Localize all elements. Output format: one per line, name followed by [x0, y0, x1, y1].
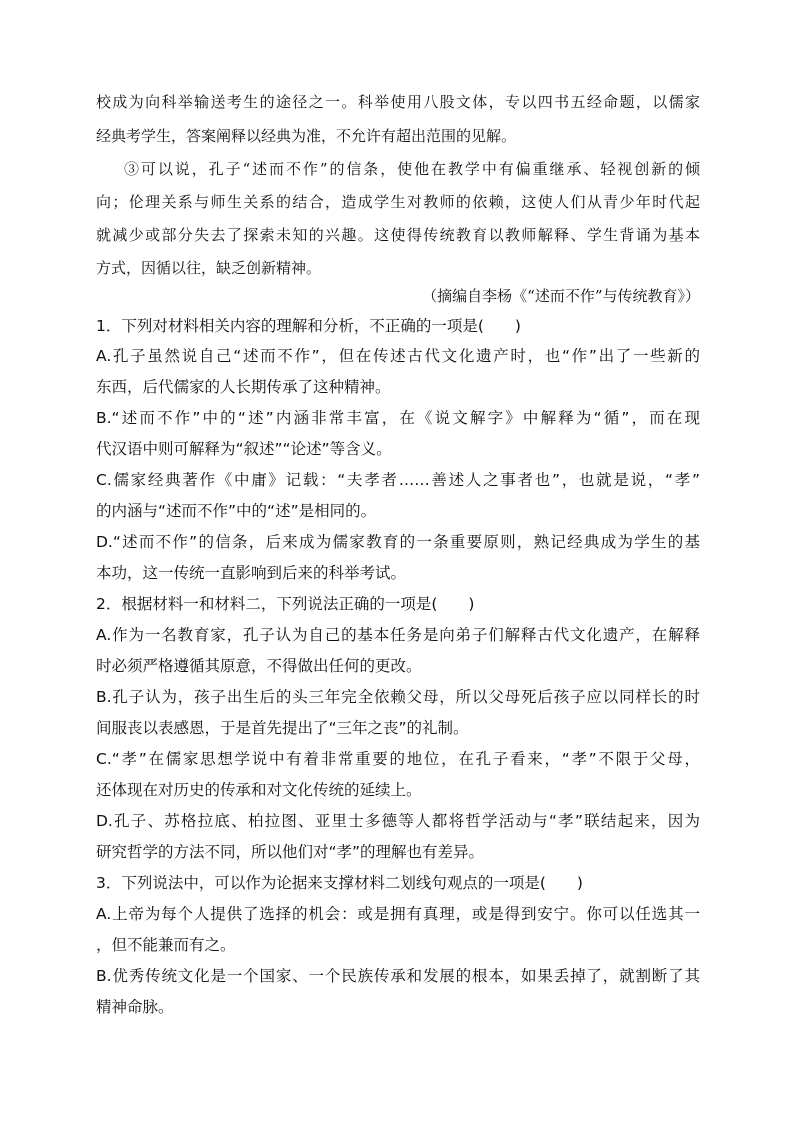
option-line: B.“述而不作”中的“述”内涵非常丰富，在《说文解字》中解释为“循”，而在现 [96, 409, 700, 427]
option-line: 间服丧以表感恩，于是首先提出了“三年之丧”的礼制。 [96, 719, 469, 737]
option-line: 代汉语中则可解释为“叙述”“论述”等含义。 [96, 440, 392, 458]
option-line: C.儒家经典著作《中庸》记载：“夫孝者……善述人之事者也”，也就是说，“孝” [96, 471, 700, 489]
passage-source: （摘编自李杨《“述而不作”与传统教育》） [422, 287, 700, 305]
option-line: D.孔子、苏格拉底、柏拉图、亚里士多德等人都将哲学活动与“孝”联结起来，因为 [96, 812, 700, 830]
option-line: ，但不能兼而有之。 [96, 936, 236, 954]
passage-line: 向；伦理关系与师生关系的结合，造成学生对教师的依赖，这使人们从青少年时代起 [96, 193, 700, 211]
passage-line: 经典考学生，答案阐释以经典为准，不允许有超出范围的见解。 [96, 127, 517, 145]
option-line: A.上帝为每个人提供了选择的机会：或是拥有真理，或是得到安宁。你可以任选其一 [96, 905, 700, 923]
question-stem: 1．下列对材料相关内容的理解和分析，不正确的一项是( ) [96, 317, 521, 335]
option-line: 东西，后代儒家的人长期传承了这种精神。 [96, 378, 391, 396]
question-stem: 3．下列说法中，可以作为论据来支撑材料二划线句观点的一项是( ) [96, 874, 583, 892]
option-line: C.“孝”在儒家思想学说中有着非常重要的地位，在孔子看来，“孝”不限于父母， [96, 750, 700, 768]
option-line: D.“述而不作”的信条，后来成为儒家教育的一条重要原则，熟记经典成为学生的基 [96, 533, 700, 551]
passage-line: ③可以说，孔子“述而不作”的信条，使他在教学中有偏重继承、轻视创新的倾 [124, 160, 700, 178]
option-line: 时必须严格遵循其原意，不得做出任何的更改。 [96, 657, 422, 675]
passage-line: 校成为向科举输送考生的途径之一。科举使用八股文体，专以四书五经命题，以儒家 [96, 93, 700, 111]
option-line: 的内涵与“述而不作”中的“述”是相同的。 [96, 502, 377, 520]
option-line: A.作为一名教育家，孔子认为自己的基本任务是向弟子们解释古代文化遗产，在解释 [96, 626, 700, 644]
option-line: 精神命脉。 [96, 998, 174, 1016]
option-line: 研究哲学的方法不同，所以他们对“孝”的理解也有差异。 [96, 843, 485, 861]
passage-line: 方式，因循以往，缺乏创新精神。 [96, 259, 322, 277]
option-line: 还体现在对历史的传承和对文化传统的延续上。 [96, 781, 422, 799]
option-line: B.优秀传统文化是一个国家、一个民族传承和发展的根本，如果丢掉了，就割断了其 [96, 967, 700, 985]
option-line: 本功，这一传统一直影响到后来的科举考试。 [96, 564, 407, 582]
passage-line: 就减少或部分失去了探索未知的兴趣。这使得传统教育以教师解释、学生背诵为基本 [96, 226, 700, 244]
question-stem: 2．根据材料一和材料二，下列说法正确的一项是( ) [96, 595, 475, 613]
option-line: A.孔子虽然说自己“述而不作”，但在传述古代文化遗产时，也“作”出了一些新的 [96, 347, 700, 365]
option-line: B.孔子认为，孩子出生后的头三年完全依赖父母，所以父母死后孩子应以同样长的时 [96, 688, 700, 706]
